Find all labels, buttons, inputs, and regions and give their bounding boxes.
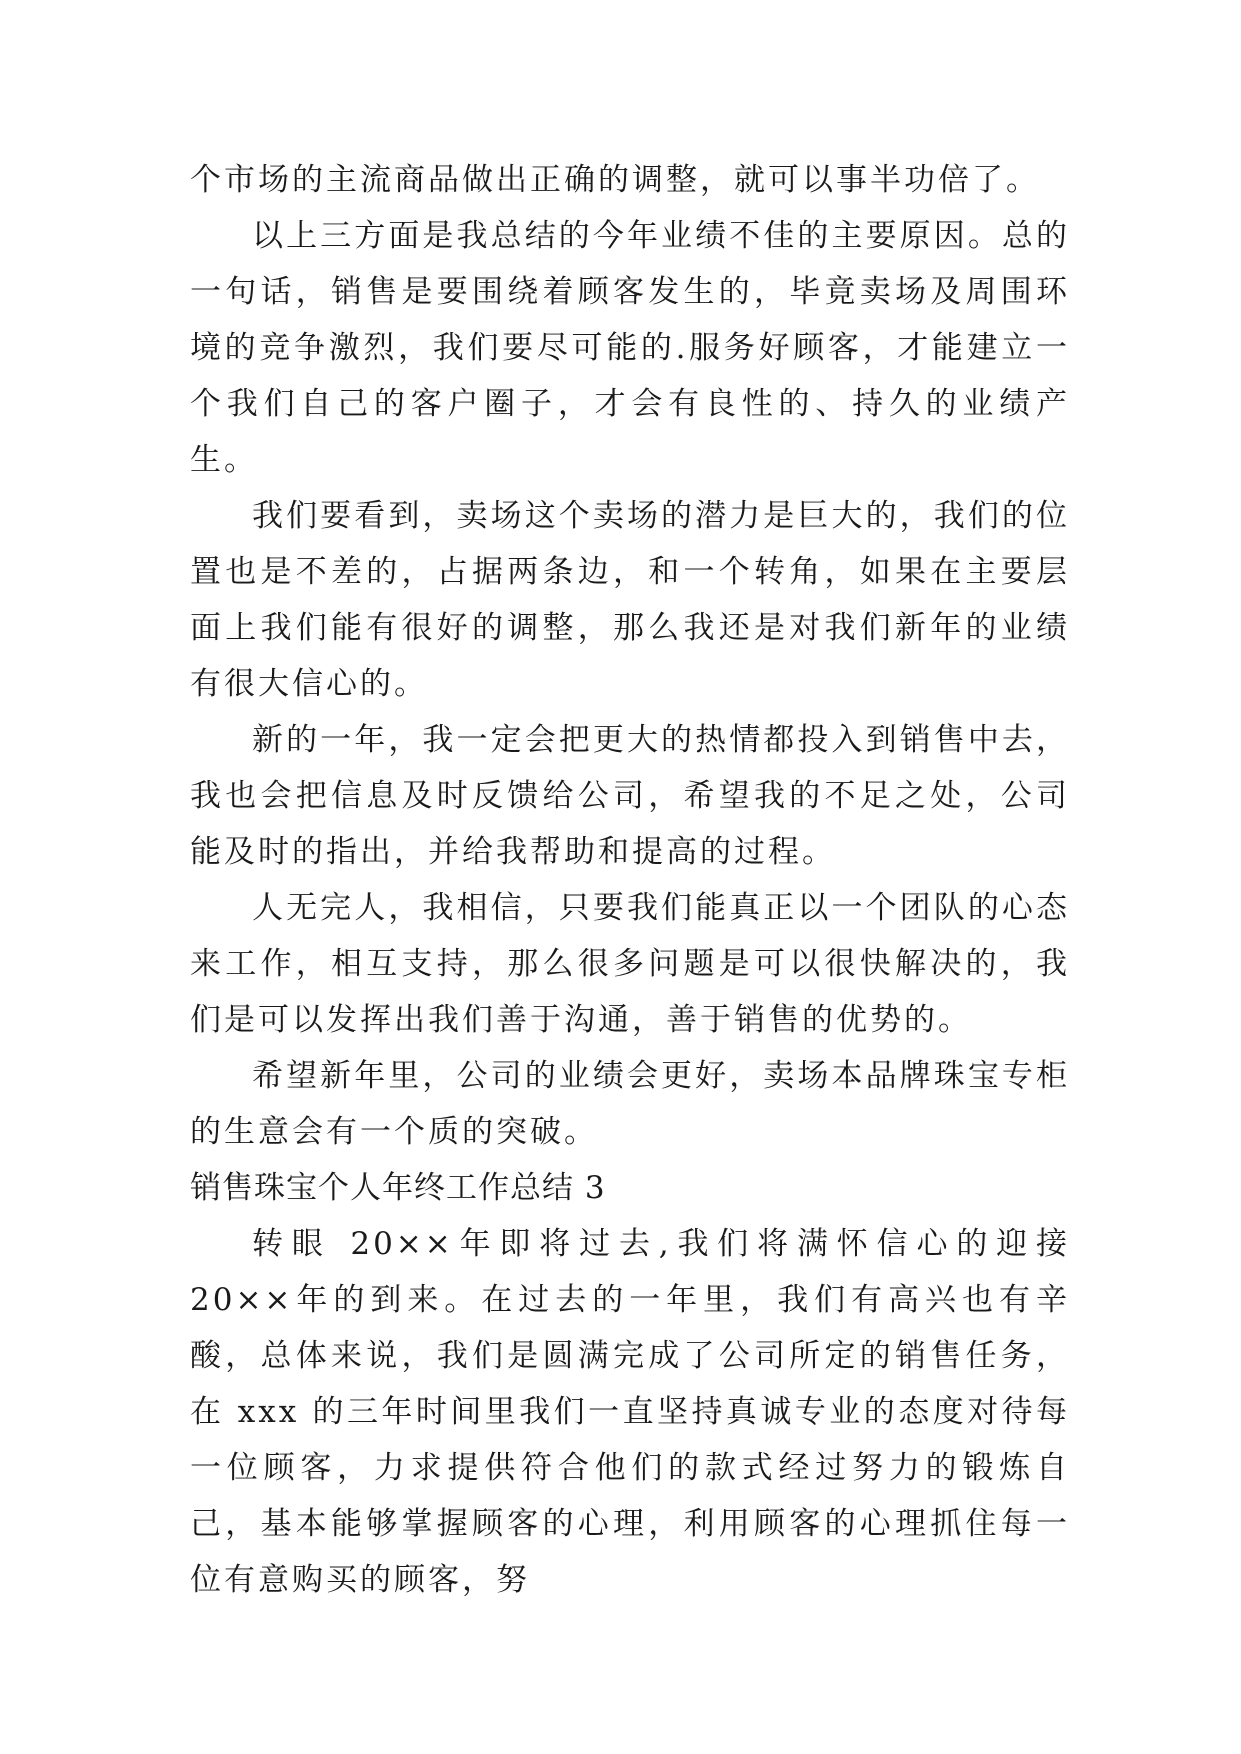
paragraph-6: 希望新年里，公司的业绩会更好，卖场本品牌珠宝专柜的生意会有一个质的突破。	[190, 1058, 1070, 1150]
document-body	[190, 152, 1070, 1608]
paragraph-5: 人无完人，我相信，只要我们能真正以一个团队的心态来工作，相互支持，那么很多问题是可以很快解决的，我们是可以发挥出我们善于沟通，善于销售的优势的。	[190, 890, 1070, 1038]
paragraph-1: 个市场的主流商品做出正确的调整，就可以事半功倍了。	[190, 162, 1040, 198]
paragraph-2: 以上三方面是我总结的今年业绩不佳的主要原因。总的一句话，销售是要围绕着顾客发生的，毕竟卖场及周围环境的竞争激烈，我们要尽可能的.服务好顾客，才能建立一个我们自己的客户圈子，才会有良性的、持久的业绩产生。	[190, 218, 1070, 478]
paragraph-3: 我们要看到，卖场这个卖场的潜力是巨大的，我们的位置也是不差的，占据两条边，和一个转角，如果在主要层面上我们能有很好的调整，那么我还是对我们新年的业绩有很大信心的。	[190, 498, 1070, 702]
section-paragraph-1: 转眼 20××年即将过去,我们将满怀信心的迎接 20××年的到来。在过去的一年里，我们有高兴也有辛酸，总体来说，我们是圆满完成了公司所定的销售任务，在 xxx 的三年时间里我们一直坚持真诚专业的态度对待每一位顾客，力求提供符合他们的款式经过努力的锻炼自己，基本能够掌握顾客的心理，利用顾客的心理抓住每一位有意购买的顾客，努	[190, 1226, 1070, 1598]
section-title: 销售珠宝个人年终工作总结 3	[190, 1170, 606, 1206]
paragraph-4: 新的一年，我一定会把更大的热情都投入到销售中去，我也会把信息及时反馈给公司，希望我的不足之处，公司能及时的指出，并给我帮助和提高的过程。	[190, 722, 1070, 870]
